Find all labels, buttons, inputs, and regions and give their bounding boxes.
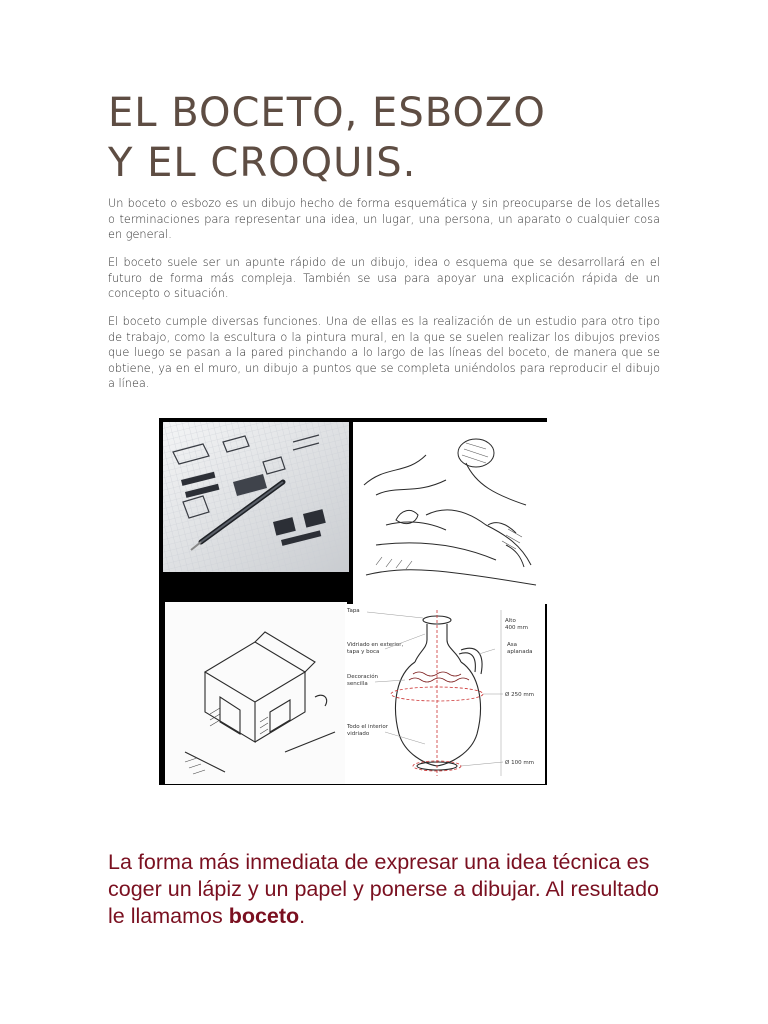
paragraph-3: El boceto cumple diversas funciones. Una de ellas es la realización de un estudio para otro tipo de trabajo, como la escultura o la pintura mural, en la que se suelen realizar los dibujos previos que luego se pasan a la pared pinchando a lo largo de las líneas del boceto, de manera que se obtiene, ya en el muro, un dibujo a puntos que se completa uniéndolos para reproducir el dibujo a línea.: [108, 315, 660, 390]
jug-label-asa: Asa: [507, 642, 517, 648]
document-title: [108, 88, 668, 188]
jug-label-alto: Alto: [505, 618, 516, 624]
grid-paper-sketch: [163, 422, 349, 572]
callout-bold-word: boceto: [228, 904, 300, 928]
title-line-2: Y EL CROQUIS.: [108, 140, 417, 186]
callout-text-after: .: [299, 904, 306, 928]
paragraph-2: El boceto suele ser un apunte rápido de un dibujo, idea o esquema que se desarrollará en el futuro de forma más compleja. También se usa para apoyar una explicación rápida de un concepto o situación.: [108, 256, 660, 300]
jug-label-vidriado: Vidriado en exterior,: [347, 642, 404, 648]
jug-label-sencilla: sencilla: [347, 681, 368, 687]
sketch-collage: [159, 418, 547, 785]
jug-label-tapa-boca: tapa y boca: [347, 649, 380, 655]
jug-label-aplanada: aplanada: [507, 649, 533, 655]
callout-text: [108, 849, 668, 930]
paragraph-1: Un boceto o esbozo es un dibujo hecho de forma esquemática y sin preocuparse de los detalles o terminaciones para representar una idea, un lugar, una persona, un aparato o cualquier cosa en general.: [108, 197, 660, 241]
jug-label-decoracion: Decoración: [347, 674, 379, 680]
jug-label-diam-250: Ø 250 mm: [505, 692, 535, 698]
jug-label-vidriado-2: vidriado: [347, 731, 370, 737]
jug-label-alto-value: 400 mm: [505, 625, 528, 631]
title-line-1: EL BOCETO, ESBOZO: [108, 90, 546, 136]
jug-label-diam-100: Ø 100 mm: [505, 760, 535, 766]
house-sketch: [165, 602, 347, 784]
jug-sketch: [345, 604, 545, 784]
jug-label-tapa: Tapa: [347, 608, 360, 614]
jug-label-todo-interior: Todo el interior: [347, 724, 389, 730]
callout-text-before: La forma más inmediata de expresar una idea técnica es coger un lápiz y un papel y ponerse a dibujar. Al resultado le llamamos: [108, 850, 660, 928]
figure-sketch: [353, 422, 549, 604]
